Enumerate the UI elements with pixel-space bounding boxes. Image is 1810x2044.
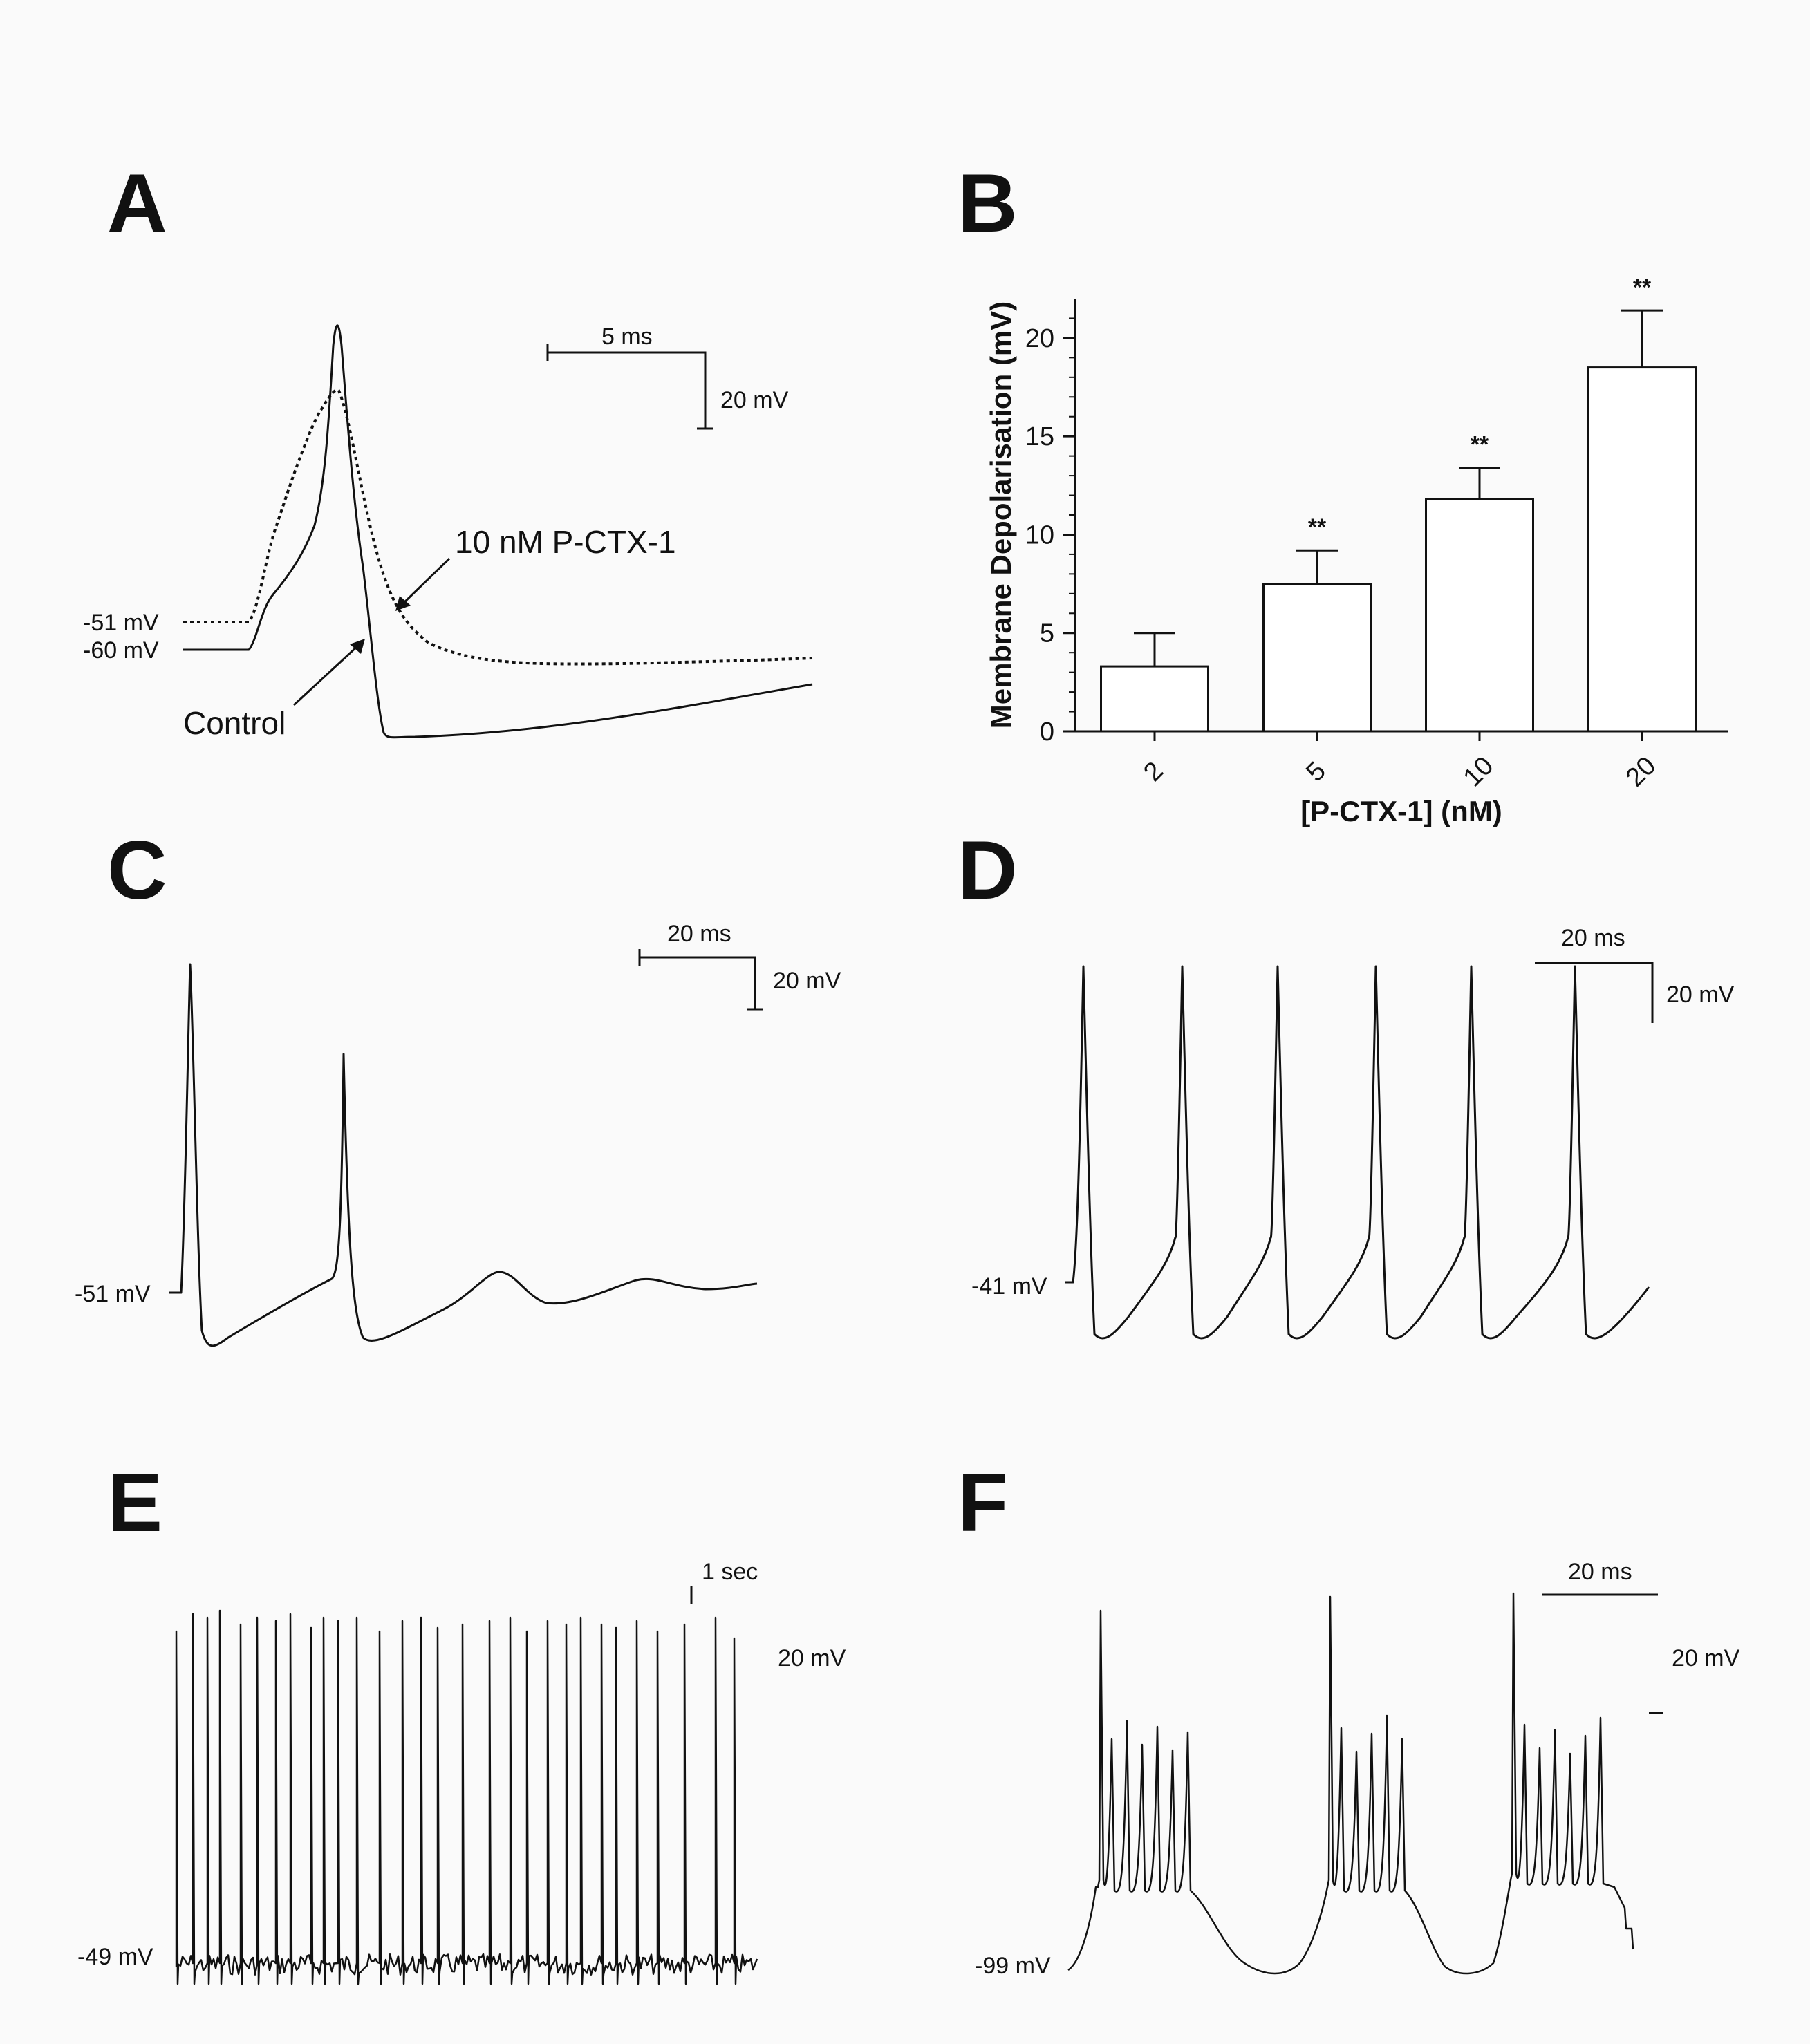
level-f: -99 mV [975, 1953, 1051, 1979]
panel-letter-a: A [107, 157, 167, 250]
panel-e [77, 1456, 846, 1984]
control-arrow-line [294, 646, 358, 705]
panel-letter-c: C [107, 824, 167, 917]
panel-c [75, 824, 841, 1346]
scale-time-e: 1 sec [702, 1559, 758, 1585]
level-top-a: -51 mV [83, 610, 159, 636]
y-tick-label: 10 [1025, 521, 1054, 550]
scale-voltage-a: 20 mV [720, 387, 789, 413]
scale-voltage-f: 20 mV [1672, 1645, 1740, 1671]
significance-label: ** [1307, 514, 1327, 541]
x-tick-label: 5 [1300, 756, 1332, 787]
panel-letter-b: B [958, 157, 1018, 250]
scale-voltage-d: 20 mV [1666, 982, 1735, 1008]
trace-d [1065, 966, 1649, 1338]
scale-time-d: 20 ms [1561, 925, 1625, 951]
panel-letter-e: E [107, 1456, 163, 1549]
bar-chart [985, 274, 1728, 827]
x-tick-label: 10 [1457, 751, 1500, 793]
x-tick-label: 2 [1138, 756, 1169, 787]
toxin-label: 10 nM P-CTX-1 [455, 524, 676, 560]
scale-voltage-c: 20 mV [773, 968, 841, 994]
level-c: -51 mV [75, 1281, 151, 1307]
scale-voltage-e: 20 mV [778, 1645, 846, 1671]
y-axis-title: Membrane Depolarisation (mV) [985, 301, 1017, 729]
scale-bar-a [548, 344, 713, 429]
scale-time-a: 5 ms [601, 324, 653, 350]
level-d: -41 mV [971, 1273, 1047, 1300]
scale-bar-c [640, 949, 763, 1009]
panel-b [958, 157, 1728, 827]
panel-letter-d: D [958, 824, 1018, 917]
panel-f [958, 1456, 1740, 1979]
scale-time-f: 20 ms [1568, 1559, 1632, 1585]
significance-label: ** [1632, 274, 1652, 301]
trace-f [1068, 1593, 1633, 1973]
control-label: Control [183, 705, 286, 741]
bar [1101, 666, 1209, 731]
bar [1426, 499, 1533, 731]
level-bottom-a: -60 mV [83, 637, 159, 664]
trace-c [169, 964, 757, 1346]
toxin-arrow-line [402, 559, 449, 604]
panel-d [958, 824, 1735, 1338]
x-axis-title: [P-CTX-1] (nM) [1300, 795, 1502, 827]
panel-letter-f: F [958, 1456, 1009, 1549]
y-tick-label: 15 [1025, 422, 1054, 452]
bar [1264, 584, 1371, 731]
y-tick-label: 0 [1039, 718, 1054, 747]
level-e: -49 mV [77, 1944, 153, 1970]
bar [1589, 368, 1696, 731]
y-tick-label: 20 [1025, 324, 1054, 353]
panel-a [83, 157, 812, 741]
significance-label: ** [1470, 431, 1489, 458]
trace-e [176, 1611, 757, 1984]
x-tick-label: 20 [1620, 751, 1662, 793]
scale-bar-d [1535, 963, 1652, 1023]
scale-time-c: 20 ms [667, 921, 731, 947]
y-tick-label: 5 [1039, 619, 1054, 648]
